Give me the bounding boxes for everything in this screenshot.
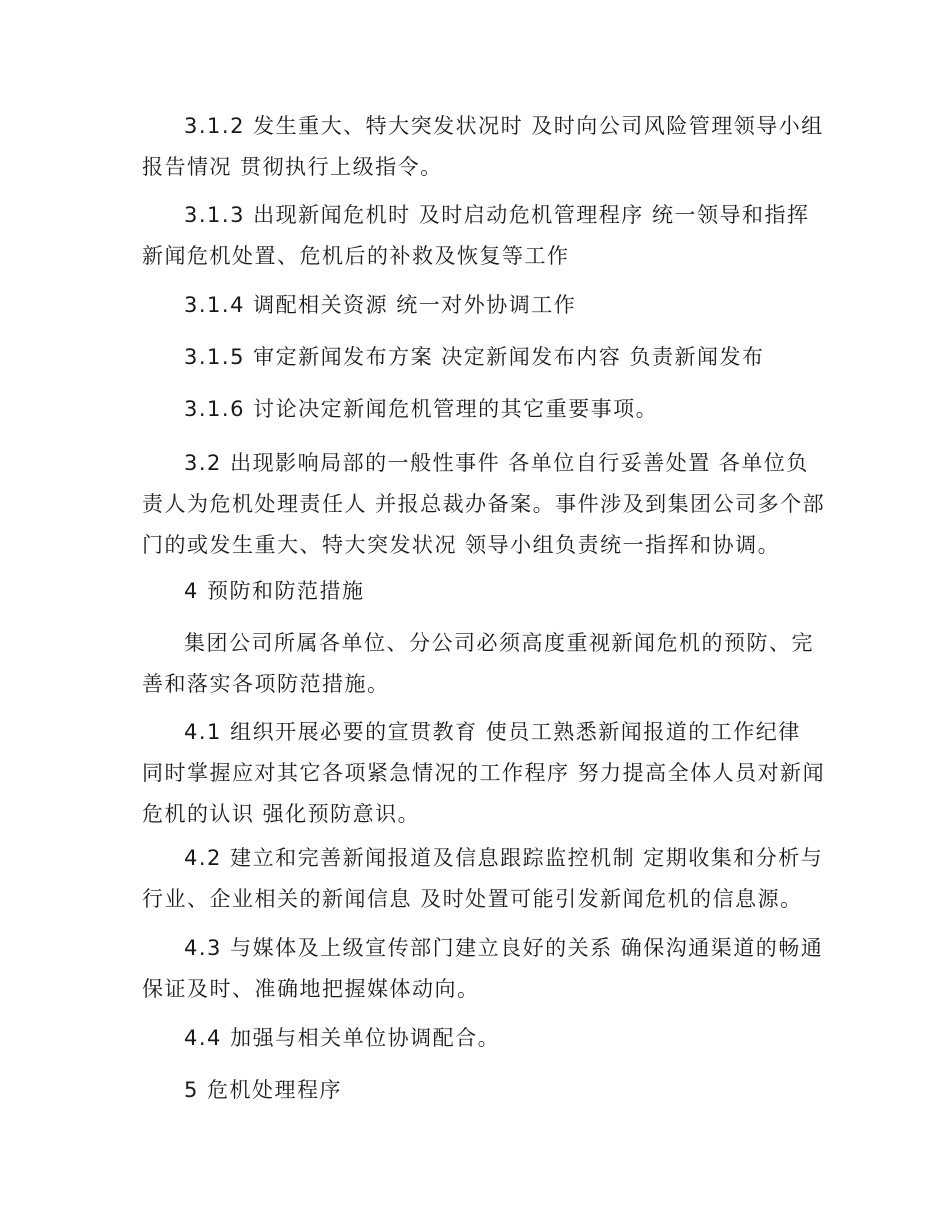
- text-line: 3.1.5 审定新闻发布方案 决定新闻发布内容 负责新闻发布: [184, 345, 765, 369]
- paragraph-4-intro: [142, 623, 814, 705]
- text-line: 4.2 建立和完善新闻报道及信息跟踪监控机制 定期收集和分析与: [184, 846, 824, 870]
- paragraph-3-2: [142, 443, 826, 566]
- text-line: 报告情况 贯彻执行上级指令。: [142, 155, 443, 179]
- text-line: 门的或发生重大、特大突发状况 领导小组负责统一指挥和协调。: [142, 533, 781, 557]
- text-line: 集团公司所属各单位、分公司必须高度重视新闻危机的预防、完: [184, 631, 814, 655]
- text-line: 3.1.4 调配相关资源 统一对外协调工作: [184, 293, 577, 317]
- text-line: 3.1.3 出现新闻危机时 及时启动危机管理程序 统一领导和指挥: [184, 203, 810, 227]
- paragraph-3-1-2: [142, 106, 824, 188]
- text-line: 同时掌握应对其它各项紧急情况的工作程序 努力提高全体人员对新闻: [142, 761, 826, 785]
- text-line: 3.1.2 发生重大、特大突发状况时 及时向公司风险管理领导小组: [184, 114, 824, 138]
- text-line: 责人为危机处理责任人 并报总裁办备案。事件涉及到集团公司多个部: [142, 492, 826, 516]
- text-line: 善和落实各项防范措施。: [142, 672, 390, 696]
- section-heading-4: [142, 571, 814, 612]
- text-line: 保证及时、准确地把握媒体动向。: [142, 977, 480, 1001]
- paragraph-3-1-4: [142, 285, 814, 326]
- text-line: 4 预防和防范措施: [184, 579, 365, 603]
- text-line: 4.4 加强与相关单位协调配合。: [184, 1026, 501, 1050]
- paragraph-3-1-5: [142, 337, 814, 378]
- section-heading-5: [142, 1070, 814, 1111]
- paragraph-3-1-6: [142, 389, 814, 430]
- paragraph-4-4: [142, 1018, 814, 1059]
- text-line: 危机的认识 强化预防意识。: [142, 802, 421, 826]
- paragraph-4-1: [142, 712, 826, 835]
- text-line: 新闻危机处置、危机后的补救及恢复等工作: [142, 244, 570, 268]
- text-line: 3.2 出现影响局部的一般性事件 各单位自行妥善处置 各单位负: [184, 451, 809, 475]
- paragraph-4-3: [142, 928, 824, 1010]
- paragraph-3-1-3: [142, 195, 814, 277]
- paragraph-4-2: [142, 838, 824, 920]
- text-line: 4.3 与媒体及上级宣传部门建立良好的关系 确保沟通渠道的畅通: [184, 936, 824, 960]
- text-line: 5 危机处理程序: [184, 1078, 343, 1102]
- text-line: 3.1.6 讨论决定新闻危机管理的其它重要事项。: [184, 397, 659, 421]
- text-line: 行业、企业相关的新闻信息 及时处置可能引发新闻危机的信息源。: [142, 887, 803, 911]
- text-line: 4.1 组织开展必要的宣贯教育 使员工熟悉新闻报道的工作纪律: [184, 720, 801, 744]
